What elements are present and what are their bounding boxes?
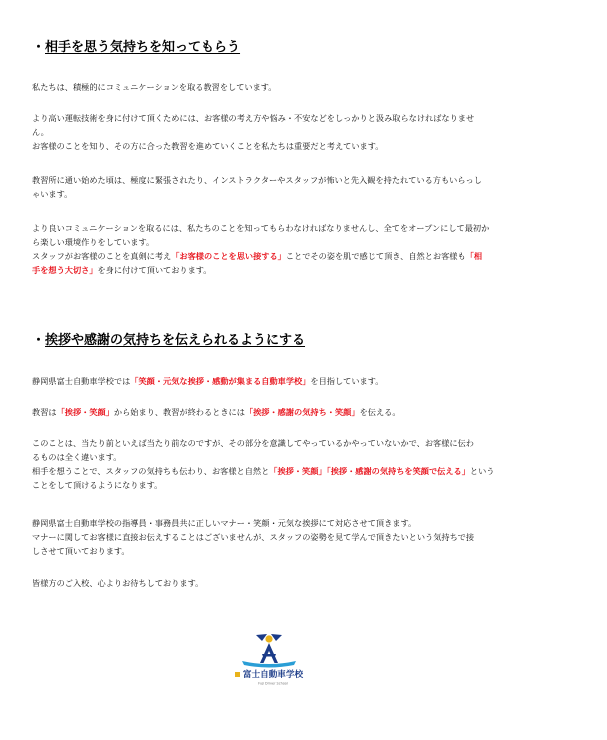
logo-school-name: 富士自動車学校 [242, 670, 304, 680]
plain-text: 教習は [32, 407, 57, 417]
section1-paragraph-2 [32, 111, 500, 153]
emphasis-text: 手を想う大切さ」 [32, 265, 98, 275]
text-line: ゃいます。 [32, 189, 73, 199]
emphasis-text: 「挨拶・笑顔」 [56, 407, 114, 417]
text-line: しさせて頂いております。 [32, 546, 130, 556]
plain-text: スタッフがお客様のことを真剣に考え [32, 251, 172, 261]
section2-paragraph-1 [32, 374, 500, 388]
section2-paragraph-3 [32, 436, 500, 492]
text-line: 教習所に通い始めた頃は、極度に緊張されたり、インストラクターやスタッフが怖いと先入観を持たれている方もいらっし [32, 175, 482, 185]
plain-text: 相手を想うことで、スタッフの気持ちも伝わり、お客様と自然と [32, 466, 270, 476]
text-line [32, 263, 500, 277]
text-line: ら楽しい環境作りをしています。 [32, 237, 155, 247]
text-line: お客様のことを知り、その方に合った教習を進めていくことを私たちは重要だと考えています。 [32, 141, 384, 151]
text-line: ことをして頂けるようになります。 [32, 480, 163, 490]
plain-text: 静岡県富士自動車学校では [32, 376, 131, 386]
text-line: マナーに関してお客様に直接お伝えすることはございませんが、スタッフの姿勢を見て学んで頂きたいという気持ちで接 [32, 532, 475, 542]
logo-figure-icon [232, 630, 306, 688]
section1-bullet: ・ [32, 40, 46, 55]
text-line: より高い運転技術を身に付けて頂くためには、お客様の考え方や悩み・不安などをしっかりと汲み取らなければなりませ [32, 113, 475, 123]
plain-text: から始まり、教習が終わるときには [113, 407, 245, 417]
text-line: 静岡県富士自動車学校の指導員・事務員共に正しいマナー・笑顔・元気な挨拶にて対応させて頂きます。 [32, 518, 417, 528]
text-line: より良いコミュニケーションを取るには、私たちのことを知ってもらわなければなりませんし、全てをオープンにして最初か [32, 223, 490, 233]
section2-heading [32, 333, 305, 349]
logo-subtitle: Fuji Driver School [258, 681, 288, 686]
section1-title: 相手を思う気持ちを知ってもらう [45, 40, 241, 55]
section1-heading [32, 40, 240, 56]
text-line [32, 464, 500, 478]
text-line: このことは、当たり前といえば当たり前なのですが、その部分を意識してやっているかやっていないかで、お客様に伝わ [32, 438, 474, 448]
section1-paragraph-1: 私たちは、積極的にコミュニケーションを取る教習をしています。 [32, 82, 277, 92]
emphasis-text: 「お客様のことを思い接する」 [171, 251, 286, 261]
emphasis-text: 「笑顔・元気な挨拶・感動が集まる自動車学校」 [130, 376, 311, 386]
plain-text: ことでその姿を肌で感じて頂き、自然とお客様も [285, 251, 466, 261]
emphasis-text: 「相 [465, 251, 483, 261]
section2-bullet: ・ [32, 333, 46, 348]
plain-text: を伝える。 [359, 407, 401, 417]
emphasis-text: 「挨拶・感謝の気持ちを笑顔で伝える」 [326, 466, 470, 476]
plain-text: という [469, 466, 495, 476]
text-line [32, 249, 500, 263]
section2-paragraph-2 [32, 405, 500, 419]
section2-paragraph-5: 皆様方のご入校、心よりお待ちしております。 [32, 578, 204, 588]
plain-text: を身に付けて頂いております。 [97, 265, 212, 275]
section2-title: 挨拶や感謝の気持ちを伝えられるようにする [45, 333, 306, 348]
plain-text: を目指しています。 [310, 376, 384, 386]
text-line: るものは全く違います。 [32, 452, 122, 462]
school-logo [232, 630, 306, 688]
emphasis-text: 「挨拶・笑顔」 [269, 466, 327, 476]
section1-paragraph-4 [32, 221, 500, 277]
section1-paragraph-3 [32, 173, 500, 201]
text-line: ん。 [32, 127, 49, 137]
emphasis-text: 「挨拶・感謝の気持ち・笑顔」 [244, 407, 360, 417]
section2-paragraph-4 [32, 516, 500, 558]
